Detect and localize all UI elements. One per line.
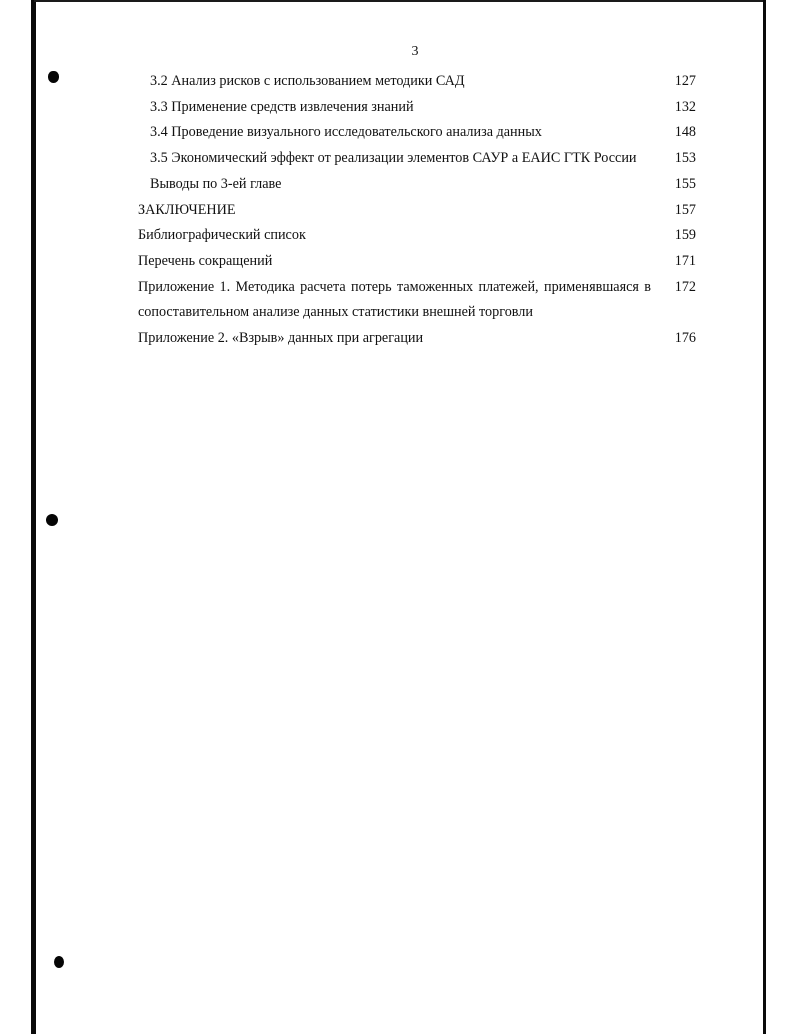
toc-entry-title: ЗАКЛЮЧЕНИЕ	[138, 201, 236, 218]
page-border-left	[31, 0, 36, 1034]
punch-hole-mark	[54, 956, 64, 968]
toc-entry-page: 153	[674, 150, 696, 167]
toc-entry-title: 3.2 Анализ рисков с использованием методики САД	[150, 73, 465, 89]
page-border-top	[34, 0, 766, 2]
toc-entry	[138, 146, 698, 172]
toc-entry	[138, 326, 698, 352]
punch-hole-mark	[46, 514, 58, 526]
toc-entry	[138, 172, 698, 198]
table-of-contents	[138, 69, 698, 352]
toc-entry-title: Приложение 1. Методика расчета потерь таможенных платежей, применявшаяся в сопоставительном анализе данных статистики внешней торговли	[138, 278, 651, 321]
toc-entry-title: Перечень сокращений	[138, 252, 273, 269]
punch-hole-mark	[48, 71, 59, 83]
page-border-right	[763, 0, 766, 1034]
toc-entry-title: Приложение 2. «Взрыв» данных при агрегации	[138, 330, 424, 347]
toc-entry-title: 3.3 Применение средств извлечения знаний	[150, 98, 414, 115]
toc-entry-title: Выводы по 3-ей главе	[150, 175, 282, 192]
toc-entry-page: 157	[674, 201, 696, 218]
toc-entry-page: 171	[674, 252, 696, 269]
toc-entry	[138, 275, 698, 326]
toc-entry-page: 127	[674, 73, 696, 89]
toc-entry-page: 148	[674, 124, 696, 141]
toc-entry	[138, 120, 698, 146]
toc-entry-title: Библиографический список	[138, 227, 306, 244]
toc-entry-page: 172	[674, 278, 696, 295]
toc-entry-page: 159	[674, 227, 696, 244]
toc-entry-page: 176	[674, 330, 696, 347]
toc-entry-page: 155	[674, 175, 696, 192]
toc-entry	[138, 198, 698, 224]
toc-entry-title: 3.4 Проведение визуального исследовательского анализа данных	[150, 124, 542, 141]
toc-entry	[138, 249, 698, 275]
toc-entry-page: 132	[674, 98, 696, 115]
toc-entry	[138, 69, 698, 95]
toc-entry	[138, 223, 698, 249]
toc-entry	[138, 95, 698, 121]
toc-entry-title: 3.5 Экономический эффект от реализации элементов САУР а ЕАИС ГТК России	[150, 150, 637, 167]
page-number: 3	[411, 44, 419, 59]
